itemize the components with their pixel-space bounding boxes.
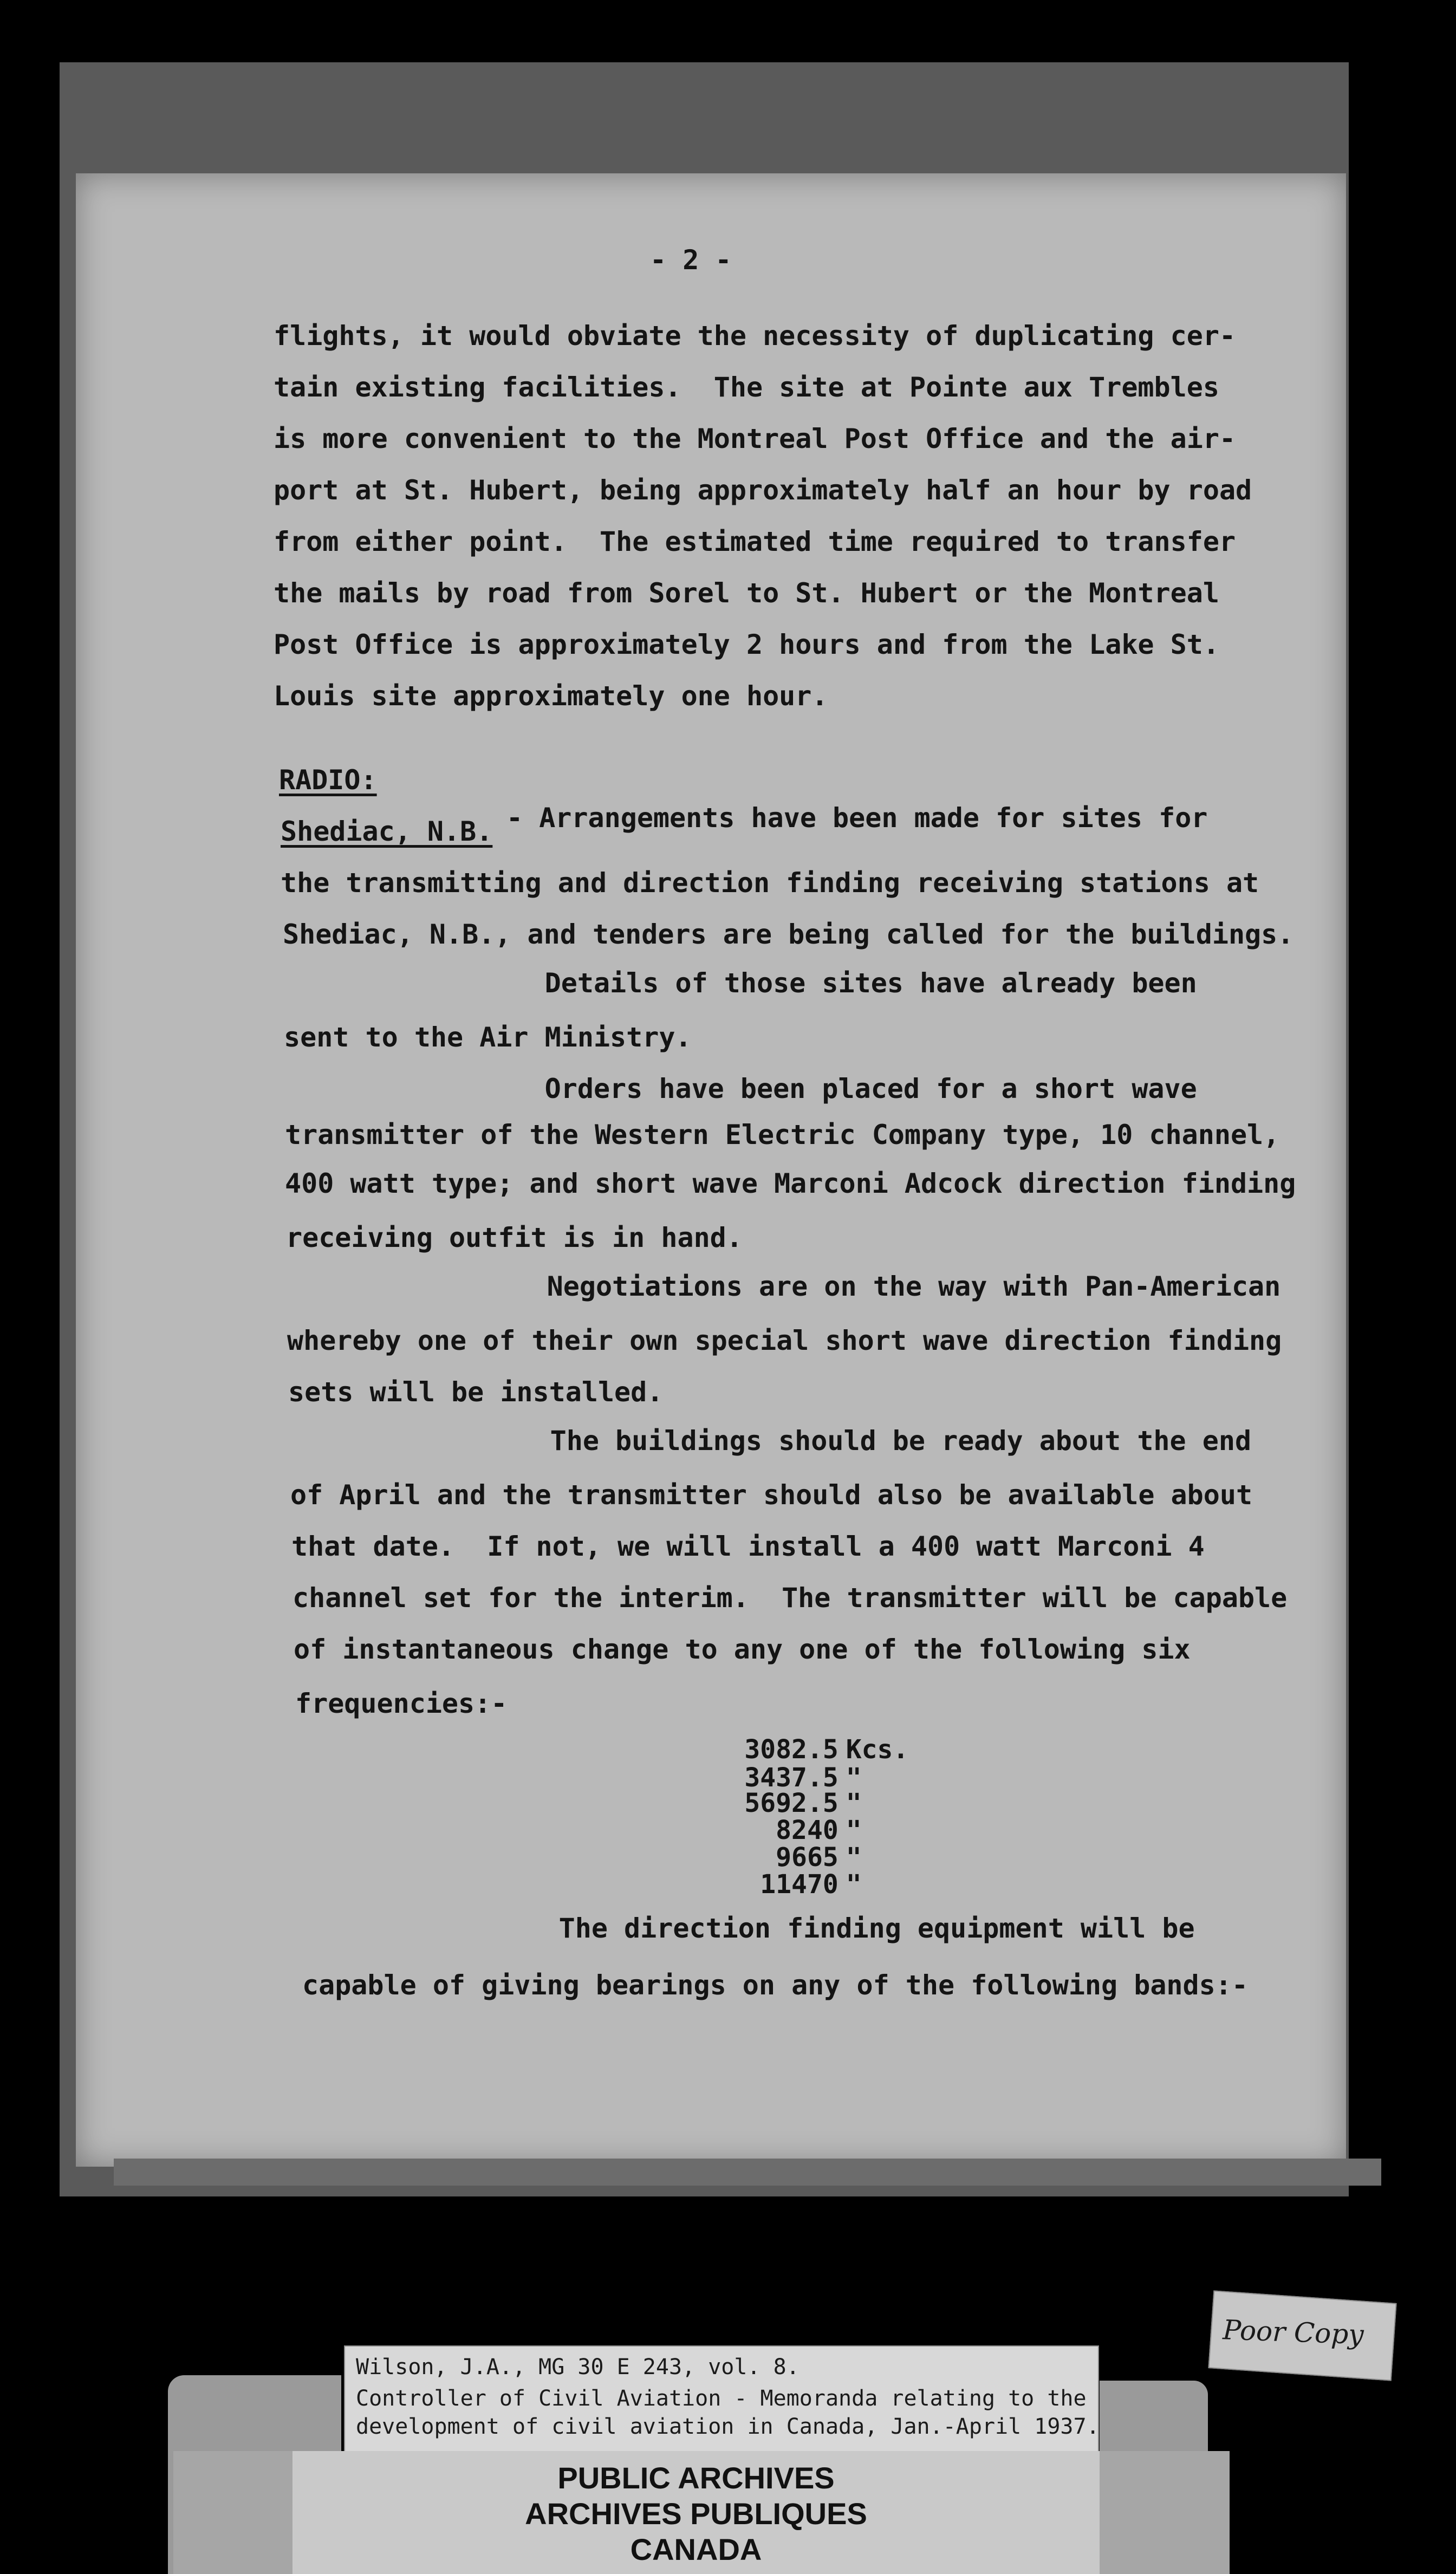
frequency-value: 3437.5	[744, 1763, 838, 1793]
section-heading: RADIO:	[279, 764, 377, 796]
page-number: - 2 -	[650, 244, 732, 276]
frequency-row	[715, 1871, 942, 1898]
frequency-row	[715, 1844, 942, 1871]
body-line: Shediac, N.B., and tenders are being called for the buildings.	[283, 919, 1294, 950]
body-line: channel set for the interim. The transmitter will be capable	[292, 1582, 1288, 1614]
body-line: capable of giving bearings on any of the following bands:-	[302, 1969, 1248, 2001]
body-line: of April and the transmitter should also be available about	[290, 1479, 1253, 1511]
frequency-row	[715, 1733, 942, 1766]
stamp-line: ARCHIVES PUBLIQUES	[525, 2497, 867, 2531]
body-line: that date. If not, we will install a 400 watt Marconi 4	[291, 1531, 1205, 1562]
stamp-line: CANADA	[630, 2532, 762, 2566]
body-line: frequencies:-	[295, 1688, 508, 1719]
frequency-unit: "	[846, 1842, 862, 1873]
page-bottom-edge	[114, 2159, 1381, 2186]
body-line: - Arrangements have been made for sites for	[506, 802, 1208, 834]
body-line: the mails by road from Sorel to St. Hubert or the Montreal	[274, 577, 1219, 609]
body-line: sets will be installed.	[288, 1376, 664, 1408]
body-line: Post Office is approximately 2 hours and from the Lake St.	[274, 629, 1219, 660]
body-line: Negotiations are on the way with Pan-American	[286, 1271, 1281, 1302]
archive-label-line: development of civil aviation in Canada, Jan.-April 1937.	[356, 2414, 1100, 2439]
archive-reference-label	[344, 2345, 1099, 2453]
stamp-line: PUBLIC ARCHIVES	[557, 2461, 835, 2495]
subsection-label: Shediac, N.B.	[281, 816, 493, 847]
frequency-unit: "	[846, 1815, 862, 1845]
body-line: The buildings should be ready about the end	[289, 1425, 1252, 1457]
frequency-unit: Kcs.	[846, 1734, 909, 1765]
frequency-value: 3082.5	[744, 1734, 838, 1765]
archive-label-line: Controller of Civil Aviation - Memoranda relating to the	[356, 2386, 1087, 2411]
body-line: from either point. The estimated time required to transfer	[274, 526, 1236, 557]
frequency-row	[715, 1817, 942, 1844]
public-archives-stamp	[292, 2451, 1100, 2574]
body-line: Orders have been placed for a short wave	[284, 1073, 1197, 1104]
poor-copy-text: Poor Copy	[1222, 2314, 1364, 2351]
body-line: transmitter of the Western Electric Company type, 10 channel,	[285, 1119, 1280, 1150]
body-line: flights, it would obviate the necessity of duplicating cer-	[274, 320, 1236, 352]
frequency-list	[715, 1733, 942, 1898]
body-line: 400 watt type; and short wave Marconi Adcock direction finding	[285, 1168, 1296, 1199]
frequency-unit: "	[846, 1788, 862, 1818]
frequency-value: 5692.5	[744, 1788, 838, 1818]
body-line: Details of those sites have already been	[284, 967, 1197, 999]
frequency-row	[715, 1763, 942, 1793]
archive-label-line: Wilson, J.A., MG 30 E 243, vol. 8.	[356, 2355, 800, 2380]
body-line: sent to the Air Ministry.	[284, 1022, 692, 1053]
frequency-unit: "	[846, 1869, 862, 1900]
body-line: is more convenient to the Montreal Post Office and the air-	[274, 423, 1236, 454]
body-line: port at St. Hubert, being approximately half an hour by road	[274, 474, 1252, 506]
body-line: The direction finding equipment will be	[298, 1913, 1195, 1944]
frequency-value: 9665	[776, 1842, 838, 1873]
frequency-value: 8240	[776, 1815, 838, 1845]
body-line: the transmitting and direction finding receiving stations at	[281, 867, 1259, 899]
frequency-value: 11470	[760, 1869, 838, 1900]
frequency-row	[715, 1790, 942, 1817]
body-line: whereby one of their own special short wave direction finding	[287, 1325, 1282, 1356]
body-line: receiving outfit is in hand.	[286, 1222, 743, 1253]
body-line: Louis site approximately one hour.	[274, 680, 828, 712]
poor-copy-note	[1208, 2290, 1396, 2381]
body-line: of instantaneous change to any one of the following six	[294, 1634, 1191, 1665]
frequency-unit: "	[846, 1763, 862, 1793]
body-line: tain existing facilities. The site at Pointe aux Trembles	[274, 372, 1219, 403]
